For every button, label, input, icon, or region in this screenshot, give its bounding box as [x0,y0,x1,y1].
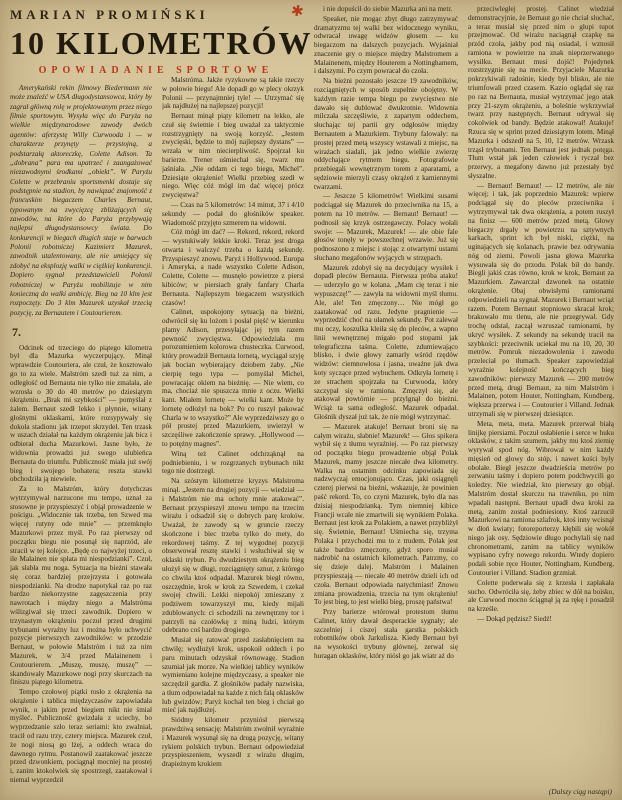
story-synopsis: Amerykański rekin filmowy Biedermann nie może znaleźć w USA długodystansowca, który by zagrał główną rolę w projektowanym przez niego filmie sportowym. Wysyła więc do Paryża na wielkie międzynarodowe zawody dwóch agentów: aferzystę Willy Curwooda i — w charakterze przynęty — przystojną, a podstarzałą aktoreczkę, Colette Adison. Ta „dobrana” para ma upatrzeć i zaangażować niezawodnymi środkami „obiekt”. W Paryżu Colette w przebraniu sportsmenki dostaje się podstępnie na stadion, by nawiązać znajomość z francuskim biegaczem Charles Bernaut, typowanym na zwycięzcę zbliżających się zawodów, na które do Paryża przybywają najlepsi długodystansowcy świata. Do konkurencji w biegach długich staje w barwach Polonii robotniczej Kazimierz Mazurek, zawodnik utalentowany, ale nie umiejący się zdobyć na eksplozję walki w ciężkiej konkurencji. Dopiero sygnał przedstawicieli Polonii robotniczej w Paryżu mobilizuje w nim konieczną do walki ambicję. Bieg na 10 klm jest rozpoczęty. Do 3 klm Mazurek uzyskał trzecią pozycję, za Bernautem i Coutourierem. [10,84,152,317]
column-1 [10,84,152,794]
continuation-note: (Dalszy ciąg nastąpi) [539,786,612,796]
column-2: Malstróma. Jakże ryzykowne są takie rzeczy w połowie biegu! Ale dopadł go w plecy okrzyk Polonii — przynajmniej tyle! — Utrzymać się jak najdłużej na najlepszej pozycji! Bernaut minął piąty kilometr na lekko, ale czuł się świetnie i bieg uważał za taktycznie rozstrzygnięty na swoją korzyść. „Jestem zwycięski, będzie to mój najlepszy dystans” — wrzała w nim niecierpliwość. Spojrzał ku barierze. Trener uśmiechał się, twarz mu jaśniała. „Nie oddam ci tego biegu, Michel”. Dziesiąte okrążenie! Wielki przebieg szedł w niego. Więc cóż mógł im dać więcej prócz zwycięstwa? — Czas na 5 kilometrów: 14 minut, 37 i 4/10 sekundy — podał do głośników speaker. Wiadomość przyjęto szmerem na widowni. Cóż mógł im dać? — Rekord, rekord, rekord — wystukiwały lekkie kroki. Teraz jest droga otwarta i walczyć trzeba o każdą sekundę. Przyspieszyć znowu. Paryż i Hollywood. Europa i Ameryka, a nade wszystko Colette Adison, Colette, Colette — musnęło powietrze z piersi kibiców; w piersiach grały fanfary Charla Bernauta. Najlepszym biegaczem wszystkich czasów! Calinet, uspokojony sytuacją na bieżni, odwrócił się ku lożom i posłał pięść w kierunku plamy Adison, przesyłając jej tym razem pewność zwycięstwa. Odpowiedziała mu porozumieniem kolorowa chusteczka. Curwood, który prowadził Bernauta lornetą, wyciągał szyję jak bocian wybierający dziobem żaby. „Nie cierpię tego typa — pomyślał Michel, powracając okiem na bieżnię. — Nie wiem, co ma, chociaż nie spuszcza mnie z oczu. Wielki kant. Miałem lornetę — wielki kant. Może by lornetę odłożył na bok? Po co ruszył pakować Charla w to wszystko?” Ale wyprzedziwszy go o pół prostej przed Mazurkiem, uwierzył w szczęśliwe zakończenie sprawy. „Hollywood — to potężny magnes”. Winą też Calinet odchrząknął na podniebieniu, i w rozgrzanych trybunach nikt tego nie dostrzegł. Na szóstym kilometrze kryzys Malstroma minął. „Jestem na drugiej pozycji — wiedział — i Malstróm nie ma ochoty mnie atakować”. Bernaut przyspieszył znowu tempo na trzecim wirażu i odsadził się o dobrych parę kroków. Uważał, że zawody są w gruncie rzeczy skończone i biec trzeba tylko do mety, do rekordowej taśmy. Z tej wygodnej pozycji obserwował resztę stawki i wsłuchiwał się w oklaski trybun. Po dwudziestym okrążeniu bieg ułożył się w długi, rozciągnięty sznur, z którego co chwila ktoś odpadał. Mazurek biegł równo, oszczędnie, krok w krok za Szwedem, i czekał swojej chwili. Lekki niepokój zmieszany z podziwem towarzyszył mu, kiedy mijali zdublowanych: ci schodzili na zewnętrzny tor i patrzyli na czołówkę z miną ludzi, którym odebrano coś bardzo drogiego. Musiał się ratować przed zasłabnięciem na chwilę; wydłużył krok, uspokoił oddech i po paru minutach odzyskał równowagę. Stadion szumiał jak morze. Na wielkiej tablicy wyników wymieniano kolejne międzyczasy, a speaker nie szczędził gardła. Z głośników padały nazwiska, a tłum odpowiadał na każde z nich falą oklasków lub gwizdów; Paryż kochał ten bieg i chciał go mieć jak najdłużej. Siódmy kilometr przyniósł pierwszą prawdziwą sensację: Malstróm zwolnił wyraźnie i Mazurek wysunął się na drugą pozycję, witany rykiem polskich trybun. Bernaut odpowiedział przyspieszeniem, wyszedł z wirażu długim, drapieżnym krokiem [162,76,304,769]
column-3: i nie dopuścił do siebie Mazurka ani na metr. Speaker, nie mogąc zbyt długo zatrzymywać dramatyzmu tej walki bez widocznego wyniku, odwracał uwagę widzów głosem — ku biegaczom na dalszych pozycjach. Wyjaśniał znaczenie gry o miejsce między Malstromem a Malainenem, między Houterem a Nottinghamem, i dalszymi. Po czym powracał do czoła. Na bieżni pozostało jeszcze 19 zawodników, rozciągniętych w sposób zupełnie obojętny. W każdym razie tempa biegu po zwycięstwo nie dawało się dublować dwukrotnie. Widownia milczała szczęśliwie, z zapartym oddechem, słuchając tej partii gry odgłosów między Bernautem a Mazurkiem. Trybuny falowały: na prostej przed metą wszyscy wstawali z miejsc, na wirażach siadali, jak jedno wielkie zwierzę oddychające rytmem biegu. Fotografowie przebiegali wewnętrznym torem z aparatami, a sędziowie mierzyli czasy okrążeń z kamiennymi twarzami. — Jeszcze 5 kilometrów! Wielkimi susami podciągał się Mazurek do przeciwnika na 15, a potem na 10 metrów. — Bernaut! Bernaut! — podnosił się krzyk ostrzegawczy. Polacy wołali swoje: — Mazurek, Mazurek! — ale obie fale głosów tonęły w powszechnej wrzawie. Już się podnoszono z miejsc i stojąc z otwartymi ustami słuchano megafonów wyjących w strzępach. Mazurek zdobył się na decydujący wysiłek i dopadł pleców Bernauta. Pierwsza próba ataku! — uderzyło go w kolana. „Mam cię teraz i nie wypuszczę!” — zawyła na widowni myśl tłumu. Ale, ale! Ten zmęczony… Nie mógł go zaatakować od razu. Jedyne pragnienie — wyprzedzić choć na ułamek sekundy. Pot zalewał mu oczy, koszulka kleiła się do pleców, a wapno linii wewnętrznej migało pod stopami jak telegraficzna taśma. Colette, zdumiewająco blisko, i dwie głowy zamarły wśród rzędów widzów: ciemnowłosa i jasna, uważne jak dwa koty syczące przed wybuchem. Odkryła lornetę i ze strachem spojrzała na Curwooda, który szczypał się w ramiona. Zmęczył się, ale atakował powtórnie — przylgnął do bieżni. Wciąż ta sama odległość. Mazurek odpadał. Głośnik dyszał już tak, że nie mógł wytrzymać. — Mazurek atakuje! Bernaut broni się na całym wirażu, słabnie! Mazurek! — Głos spikera wybił się z tłumu wyraźniej. — Po raz pierwszy od początku biegu prowadzenie objął Polak Mazurek, mamy jeszcze niecałe dwa kilometry. Walka na ostatnim odcinku zapowiada się nadzwyczaj emocjonująco. Czas, jaki osiągnęli czterej pierwsi na bieżni, wskazuje, że powinien paść rekord. To, co czyni Mazurek, było dla nas dzisiaj niespodzianką. Tym niemniej kibice Francji wcale nie zmartwili się wynikiem Polaka. Bernaut jest krok za Polakiem, a nawet przybliżył się. Świetnie, Bernaut! Uśmiecha się, trzyma Polaka i przychodzi mu to z trudem. Polak jest także bardzo zmęczony, gdyż sporo musiał nadrobić na ostatnich kilometrach. Patrzmy, co się dzieje dalej. Malstróm i Malainen przyspieszają — niecałe 40 metrów dzieli ich od czoła. Bernaut odpowiada natychmiast! Znowu zmiana prowadzenia, trzecia na tym okrążeniu! To jest bieg, to jest wielki bieg, proszę państwa! Przy barierze wtórował protestom tłumu Calinet, który dawał desperackie sygnały; ale szczelniej i ciszej stała garstka polskich robotników obok Jarkulisza. Kiedy Bernaut był na wysokości trybuny głównej, zerwał się huragan oklasków, który niósł go jak wiatr aż do [314,5,458,661]
chapter-number: 7. [12,324,21,339]
author-name: MARIAN PROMIŃSKI [10,7,209,22]
article-header [10,7,313,76]
article-subtitle: OPOWIADANIE SPORTOWE [38,65,274,76]
column-4: przeciwległej prostej. Calinet wiedział demonstracyjnie, że Bernaut go nie chciał słuchać, a teraz musiał się przed nim o głupi tupot przejmować. Od wirażu naciągnął czapkę na przód czoła, jakby pod nią osiadał, i wznosił ramiona w powietrze na znak nieprzerwanego wysiłku. Bernaut musi dojść! Pojedynek rozstrzygnie się na mecie. Przyjaciele Mazurka pokrzykiwali radośnie, kiedy był blisko, ale nie triumfowali przed czasem. Kazio oglądał się raz po raz na Bernauta, musiał wytrzymać jego atak przy 21-szym okrążeniu, a boleśnie wykrzywiał twarz przy następnych. Bernaut odrywał się cokolwiek od bandy. Będzie atakował! Atakuje! Rzuca się w sprint przed dziesiątym lotem. Minął Mazurka i odszedł na 5, 10, 12 metrów. Wrzask trząsł trybunami. Ten Bernaut jest jednak potęga. Tłum wstał jak jeden człowiek i ryczał bez przerwy, a megafony dawno już przestały być słyszalne. — Bernaut! Bernaut! — 12 metrów, ale nie więcej; i tak, jak poprzednio Mazurek: wpierw podciągał się do pleców przeciwnika i wytrzymywał tak dwa okrążenia, a potem ruszył na finisz — 600 metrów przed metą. Głowy biegaczy drgały w powietrzu na sztywnych karkach, sprint ich był niski, ciężki, na uginających się kolanach, prawie bez odrywania nóg od ziemi. Powoli jasna głowa Mazurka wysuwała się do przodu. Polak bił do bandy. Biegli jakiś czas równo, krok w krok, Bernaut za Mazurkiem. Zawarczał dzwonek na ostatnie okrążenie. Obaj obwisłymi ramionami odpowiedzieli na sygnał. Mazurek i Bernaut wciąż razem. Potem Bernaut stopniowo skracał krok; brakowało mu tlenu, ale nie przegrywał. Gdy trochę odstał, zaczął wzruszać ramionami, by ukryć wysiłek. Z sekundy na sekundę tracił na szybkości: przeciwnik uciekał mu na 10, 20, 30 metrów. Pomruk niezadowolenia i zawodu przeleciał po tłumach. Speaker zapowiedział wyraźnie kolejność kończących bieg zawodników: pierwszy Mazurek — 200 metrów przed metą, drugi Bernaut, za nim Malstróm i Malainen, potem Houter, Nottingham, Kundberg, większa przerwa i — Coutourier i Villand. Jednak utrzymali się w pierwszej dziesiątce. Meta, meta, meta. Mazurek przerwał białą linijkę piersiami. Poczuł osłabienie i serce w huku oklasków, z takim szumem, jakby mu ktoś ziemię wyrywał spod nóg. Wibrował w nim każdy mięsień od głowy do stóp, i nawet kości były obolałe. Biegł jeszcze dwadzieścia metrów po zerwaniu taśmy i dopiero potem podchwycili go koledzy. Nie wiedział, kto pierwszy go objął. Malstróm dostał skurczu na trawniku, po nim wpadali następni. Bernaut upadł dwa kroki za metą, zanim został podniesiony. Ktoś zarzucił Mazurkowi na ramiona szlafrok, ktoś inny wcisnął w dłoń kwiaty; fotoreporterzy kłębili się wokół niego jak osy. Sędziowie długo pochylali się nad chronometrami, zanim na tablicy wyników wypisano cyfry nowego rekordu. Wtedy dopiero podali sobie ręce Houter, Nottingham, Kundberg, Coutourier i Villand. Stadion grzmiał. Colette poderwała się z krzesła i zapłakała sucho. Odwróciła się, żeby zbiec w dół na boisko, ale Curwood mocno ściągnął ją za rękę i posadził na krześle. — Dokąd pędzisz? Siedź! [468,5,614,623]
article-title: 10 KILOMETRÓW [10,25,313,61]
column-1-body: Odcinek od trzeciego do piątego kilometra był dla Mazurka wyczerpujący. Minął wprawdzie Coutouriera, ale czuł, że kosztowało go to za wiele. Malstróm szedł tuż za nim, a odległość od Bernauta nie tylko nie zmalała, ale wzrosła o 30 do 40 metrów po dziesiątym okrążeniu. „Brak mi szybkości” — pomyślał z żalem. Bernaut szedł lekko i płynnie, witany głośnymi oklaskami, które rozsypywały się dokoła stadionu jak trzepot skrzydeł. Ten trzask w uszach działał na każdym okrążeniu jak bicz i odbierał ducha Mazurkowi. Jasne było, że widownia prowadzi już swego ulubieńca Bernauta do triumfu. Publiczność miała już swój bieg i swojego bohatera; reszta stawki obchodziła ją niewiele. Za to Malstróm, który dotychczas wytrzymywał narzucone mu tempo, uznał za stosowne je przyspieszyć i objął prowadzenie w pościgu. „Widocznie tak trzeba, ten Szwed ma więcej rutyny ode mnie” — przemknęło Mazurkowi przez myśl. Po raz pierwszy od początku biegu nie posunął się naprzód, ale stracił w tej kolejce. „Będę co najwyżej trzeci, o ile Malainen nie spłata mi niespodzianki”. Czuł, jak słabła mu noga. Sytuacja na bieżni stawała się coraz bardziej przejrzysta i gotowała niespodzianki. Na drodze napotykał raz po raz bardzo niekorzystne zagęszczenia przy nawrotach i między niego a Malstróma wślizgiwał się trzeci zawodnik. Dopiero w trzynastym okrążeniu poczuł przed drugimi trybunami wyraźny luz i można było uchwycić pozycje pierwszych zawodników: w przodzie Bernaut, w połowie Malstróm i tuż za nim Mazurek, w 3/4 przed Malainenem i Coutourierem. „Muszę, muszę, muszę” — skandowały Mazurkowe nogi przy skurczach na finiszu piątego kilometra. Tempo czołowej piątki rosło z okrążenia na okrążenie i tablica międzyczasów zapowiadała wynik, o jakim przed biegiem nikt nie śmiał myśleć. Publiczność gwizdała z uciechy, bo wyprzedzanie szło teraz seriami: kto zwalniał, tracił od razu trzy, cztery miejsca. Mazurek czuł, że nogi niosą go lżej, a oddech wraca do dawnego rytmu. Postanowił zaatakować jeszcze przed dzwonkiem, pociągnął mocniej na prostej i, zanim ktokolwiek się spostrzegł, zaatakował i niemal wyprzedził [10,343,152,784]
red-ink-mark-icon: ✱ [289,1,306,21]
